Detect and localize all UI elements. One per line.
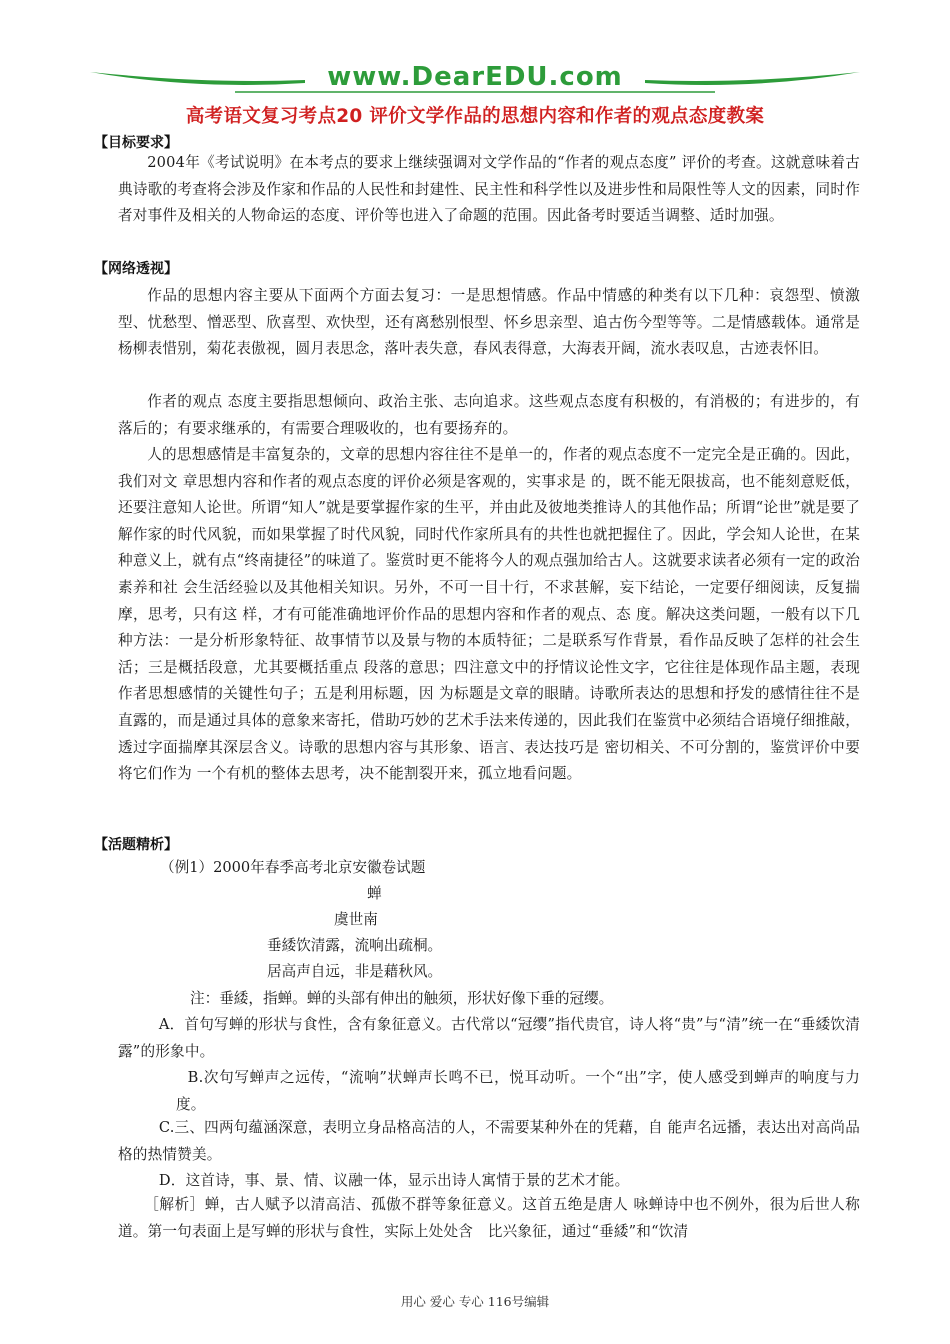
section-heading-exercise: 【活题精析】 — [94, 837, 178, 853]
site-url: www.DearEDU.com — [327, 62, 623, 92]
section-heading-goal: 【目标要求】 — [94, 135, 178, 151]
network-paragraph-2: 作者的观点 态度主要指思想倾向、政治主张、志向追求。这些观点态度有积极的，有消极的；有进步的，有落后的；有要求继承的，有需要合理吸收的，也有要扬弃的。 — [118, 393, 860, 437]
analysis-paragraph: ［解析］蝉，古人赋予以清高洁、孤傲不群等象征意义。这首五绝是唐人 咏蝉诗中也不例外，很为后世人称道。第一句表面上是写蝉的形状与食性，实际上处处含 比兴象征，通过“垂緌”和“饮清 — [118, 1196, 860, 1240]
example-label: （例1）2000年春季高考北京安徽卷试题 — [160, 859, 426, 876]
poem-line-1: 垂緌饮清露，流响出疏桐。 — [267, 937, 443, 954]
poem-line-2: 居高声自远，非是藉秋风。 — [267, 963, 443, 980]
poem-note: 注：垂緌，指蝉。蝉的头部有伸出的触须，形状好像下垂的冠缨。 — [190, 990, 614, 1007]
network-paragraph-1: 作品的思想内容主要从下面两个方面去复习：一是思想情感。作品中情感的种类有以下几种：哀怨型、愤激型、忧愁型、憎恶型、欣喜型、欢快型，还有离愁别恨型、怀乡思亲型、追古伤今型等等。二是情感载体。通常是杨柳表惜别，菊花表傲视，圆月表思念，落叶表失意，春风表得意，大海表开阔，流水表叹息，古迹表怀旧。 — [118, 287, 860, 358]
poem-title: 蝉 — [367, 885, 382, 902]
option-d: D．这首诗，事、景、情、议融一体，显示出诗人寓情于景的艺术才能。 — [158, 1172, 630, 1189]
option-b: B.次句写蝉声之远传，“流响”状蝉声长鸣不已，悦耳动听。一个“出”字，使人感受到蝉声的响度与力度。 — [176, 1069, 860, 1113]
section-heading-network: 【网络透视】 — [94, 261, 178, 277]
page-footer: 用心 爱心 专心 116号编辑 — [400, 1294, 550, 1309]
site-banner — [85, 52, 865, 102]
document-title: 高考语文复习考点20 评价文学作品的思想内容和作者的观点态度教案 — [185, 106, 765, 127]
poem-author: 虞世南 — [334, 911, 378, 928]
option-c: C.三、四两句蕴涵深意，表明立身品格高洁的人，不需要某种外在的凭藉，自 能声名远播，表达出对高尚品格的热情赞美。 — [118, 1119, 860, 1163]
goal-paragraph: 2004年《考试说明》在本考点的要求上继续强调对文学作品的“作者的观点态度” 评价的考查。这就意味着古典诗歌的考查将会涉及作家和作品的人民性和封建性、民主性和科学性以及进步性和局限性等人文的因素，同时作者对事件及相关的人物命运的态度、评价等也进入了命题的范围。因此备考时要适当调整、适时加强。 — [118, 154, 860, 225]
option-a: A．首句写蝉的形状与食性，含有象征意义。古代常以“冠缨”指代贵官，诗人将“贵”与“清”统一在“垂緌饮清露”的形象中。 — [118, 1016, 860, 1060]
network-paragraph-3: 人的思想感情是丰富复杂的，文章的思想内容往往不是单一的，作者的观点态度不一定完全是正确的。因此，我们对文 章思想内容和作者的观点态度的评价必须是客观的，实事求是 的，既不能无限拔高，也不能刻意贬低，还要注意知人论世。所谓“知人”就是要掌握作家的生平，并由此及彼地类推诗人的其他作品；所谓“论世”就是要了解作家的时代风貌，而如果掌握了时代风貌，同时代作家所具有的共性也就把握住了。因此，学会知人论世，在某种意义上，就有点“终南捷径”的味道了。鉴赏时更不能将今人的观点强加给古人。这就要求读者必须有一定的政治素养和社 会生活经验以及其他相关知识。另外，不可一目十行，不求甚解，妄下结论，一定要仔细阅读，反复揣摩，思考，只有这 样，才有可能准确地评价作品的思想内容和作者的观点、态 度。解决这类问题，一般有以下几种方法：一是分析形象特征、故事情节以及景与物的本质特征；二是联系写作背景，看作品反映了怎样的社会生活；三是概括段意，尤其要概括重点 段落的意思；四注意文中的抒情议论性文字，它往往是体现作品主题，表现作者思想感情的关键性句子；五是利用标题，因 为标题是文章的眼睛。诗歌所表达的思想和抒发的感情往往不是直露的，而是通过具体的意象来寄托，借助巧妙的艺术手法来传递的，因此我们在鉴赏中必须结合语境仔细推敲，透过字面揣摩其深层含义。诗歌的思想内容与其形象、语言、表达技巧是 密切相关、不可分割的，鉴赏评价中要将它们作为 一个有机的整体去思考，决不能割裂开来，孤立地看问题。 — [118, 446, 860, 783]
